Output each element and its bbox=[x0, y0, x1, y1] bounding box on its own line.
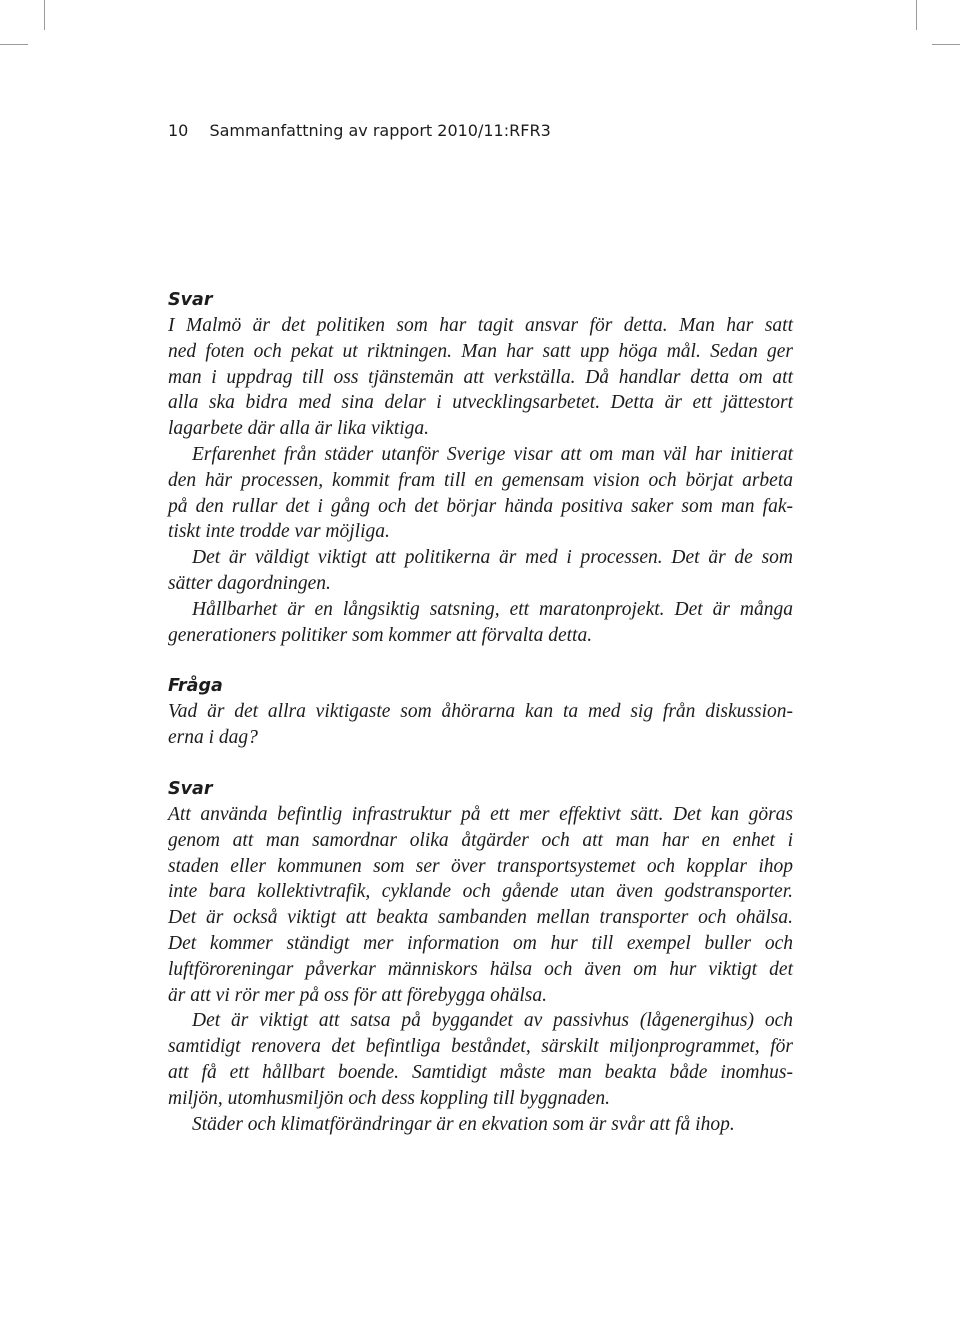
text-line: Hållbarhet är en långsiktig satsning, ett maratonprojekt. Det är många bbox=[192, 598, 793, 620]
running-title: Sammanfattning av rapport 2010/11:RFR3 bbox=[209, 121, 551, 140]
paragraph bbox=[168, 802, 793, 1008]
text-line: Att använda befintlig infrastruktur på ett mer effektivt sätt. Det kan göras bbox=[168, 803, 793, 825]
text-line: Städer och klimatförändringar är en ekvation som är svår att få ihop. bbox=[192, 1113, 735, 1135]
crop-mark-top-left-v bbox=[44, 0, 45, 30]
crop-mark-top-right-h bbox=[932, 44, 960, 45]
text-line: Det kommer ständigt mer information om hur till exempel buller och bbox=[168, 932, 793, 954]
section-heading: Svar bbox=[168, 290, 213, 310]
text-line: sätter dagordningen. bbox=[168, 572, 331, 594]
text-line: samtidigt renovera det befintliga beståndet, särskilt miljonprogrammet, för bbox=[168, 1036, 793, 1058]
text-line: den här processen, kommit fram till en gemensam vision och börjat arbeta bbox=[168, 469, 793, 491]
page-number: 10 bbox=[168, 121, 189, 140]
text-line: Det är också viktigt att beakta sambanden mellan transporter och ohälsa. bbox=[168, 907, 793, 929]
paragraph bbox=[168, 545, 793, 597]
text-line: på den rullar det i gång och det börjar hända positiva saker som man fak- bbox=[168, 495, 793, 517]
paragraph bbox=[168, 597, 793, 649]
crop-mark-top-right-v bbox=[916, 0, 917, 30]
answer-section-1 bbox=[168, 287, 793, 648]
text-line: genom att man samordnar olika åtgärder och att man har en enhet i bbox=[168, 829, 793, 851]
paragraph bbox=[168, 1008, 793, 1111]
text-line: luftföroreningar påverkar människors hälsa och även om hur viktigt det bbox=[168, 958, 793, 980]
section-heading: Fråga bbox=[168, 676, 223, 697]
text-line: Det är väldigt viktigt att politikerna är med i processen. Det är de som bbox=[192, 547, 793, 569]
paragraph bbox=[168, 1112, 793, 1138]
text-line: I Malmö är det politiken som har tagit ansvar för detta. Man har satt bbox=[168, 315, 793, 336]
paragraph bbox=[168, 699, 793, 751]
text-line: alla ska bidra med sina delar i utvecklingsarbetet. Detta är ett jättestort bbox=[168, 392, 793, 414]
crop-mark-top-left-h bbox=[0, 44, 28, 45]
text-line: miljön, utomhusmiljön och dess koppling till byggnaden. bbox=[168, 1087, 610, 1109]
text-line: lagarbete där alla är lika viktiga. bbox=[168, 418, 430, 440]
question-section bbox=[168, 673, 793, 751]
text-line: man i uppdrag till oss tjänstemän att verkställa. Då handlar detta om att bbox=[168, 366, 793, 388]
paragraph bbox=[168, 313, 793, 442]
paragraph bbox=[168, 442, 793, 545]
text-line: inte bara kollektivtrafik, cyklande och gående utan även godstransporter. bbox=[168, 881, 793, 903]
answer-section-2 bbox=[168, 776, 793, 1137]
text-line: erna i dag? bbox=[168, 727, 258, 749]
text-line: Det är viktigt att satsa på byggandet av passivhus (lågenergihus) och bbox=[192, 1010, 793, 1032]
document-body bbox=[168, 287, 793, 1137]
text-line: Vad är det allra viktigaste som åhörarna kan ta med sig från diskussion- bbox=[168, 701, 793, 723]
text-line: att få ett hållbart boende. Samtidigt måste man beakta både inomhus- bbox=[168, 1061, 793, 1083]
text-line: tiskt inte trodde var möjliga. bbox=[168, 521, 390, 543]
section-heading: Svar bbox=[168, 778, 213, 799]
running-head bbox=[168, 121, 551, 140]
text-line: är att vi rör mer på oss för att förebygga ohälsa. bbox=[168, 984, 547, 1006]
text-line: generationers politiker som kommer att förvalta detta. bbox=[168, 624, 593, 646]
text-line: staden eller kommunen som ser över transportsystemet och kopplar ihop bbox=[168, 855, 793, 877]
text-line: ned foten och pekat ut riktningen. Man har satt upp höga mål. Sedan ger bbox=[168, 340, 793, 362]
text-line: Erfarenhet från städer utanför Sverige visar att om man väl har initierat bbox=[192, 443, 793, 465]
